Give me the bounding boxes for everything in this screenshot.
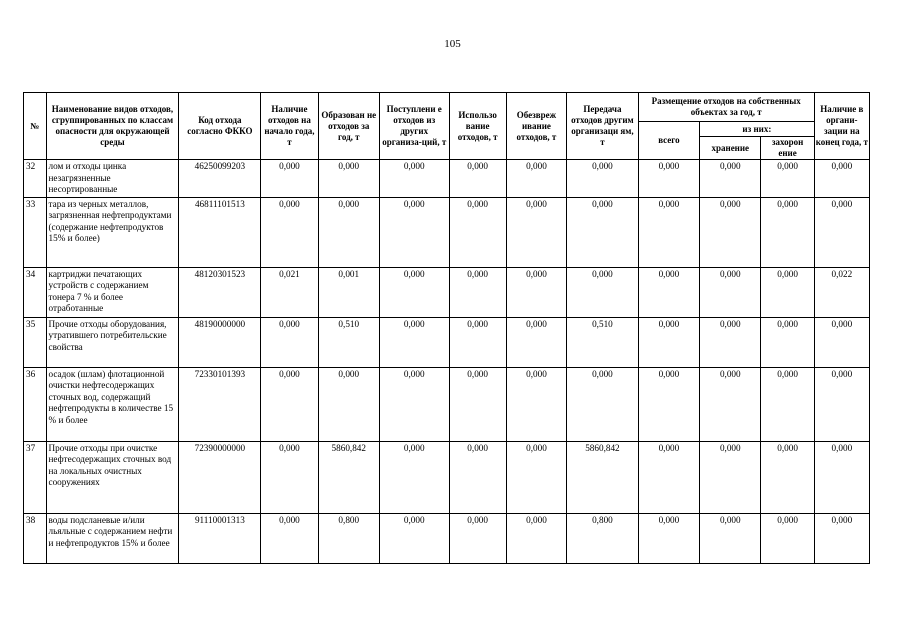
cell-neutralized: 0,000 [506, 367, 566, 441]
cell-formed: 0,510 [318, 317, 379, 367]
cell-name: Прочие отходы при очистке нефтесодержащих сточных вод на локальных очистных сооружениях [46, 441, 179, 513]
cell-n: 37 [24, 441, 47, 513]
cell-formed: 0,001 [318, 267, 379, 317]
header-num: № [24, 93, 47, 160]
cell-name: Прочие отходы оборудования, утратившего потребительские свойства [46, 317, 179, 367]
cell-formed: 5860,842 [318, 441, 379, 513]
cell-storage: 0,000 [700, 441, 761, 513]
cell-used: 0,000 [449, 197, 506, 267]
waste-table [23, 92, 870, 564]
cell-total: 0,000 [638, 197, 699, 267]
cell-neutralized: 0,000 [506, 197, 566, 267]
cell-start: 0,000 [261, 441, 318, 513]
cell-end: 0,000 [814, 160, 869, 198]
table-row [24, 513, 870, 563]
cell-received: 0,000 [379, 267, 449, 317]
cell-used: 0,000 [449, 267, 506, 317]
cell-name: лом и отходы цинка незагрязненные несортированные [46, 160, 179, 198]
cell-name: осадок (шлам) флотационной очистки нефтесодержащих сточных вод, содержащий нефтепродукты в количестве 15 % и более [46, 367, 179, 441]
table-row [24, 197, 870, 267]
table-row [24, 317, 870, 367]
cell-transferred: 0,000 [567, 160, 639, 198]
cell-storage: 0,000 [700, 197, 761, 267]
header-code: Код отхода согласно ФККО [179, 93, 261, 160]
cell-n: 33 [24, 197, 47, 267]
header-end: Наличие в органи-зации на конец года, т [814, 93, 869, 160]
cell-received: 0,000 [379, 441, 449, 513]
cell-storage: 0,000 [700, 317, 761, 367]
table-row [24, 160, 870, 198]
cell-burial: 0,000 [761, 513, 814, 563]
cell-neutralized: 0,000 [506, 267, 566, 317]
header-used: Использо вание отходов, т [449, 93, 506, 160]
cell-transferred: 0,000 [567, 367, 639, 441]
header-formed: Образован не отходов за год, т [318, 93, 379, 160]
cell-code: 72330101393 [179, 367, 261, 441]
cell-total: 0,000 [638, 267, 699, 317]
header-neutralized: Обезвреж ивание отходов, т [506, 93, 566, 160]
cell-transferred: 0,800 [567, 513, 639, 563]
cell-formed: 0,000 [318, 160, 379, 198]
cell-formed: 0,000 [318, 367, 379, 441]
cell-received: 0,000 [379, 160, 449, 198]
cell-code: 48190000000 [179, 317, 261, 367]
cell-burial: 0,000 [761, 367, 814, 441]
table-row [24, 367, 870, 441]
cell-end: 0,000 [814, 317, 869, 367]
cell-used: 0,000 [449, 367, 506, 441]
cell-start: 0,021 [261, 267, 318, 317]
cell-burial: 0,000 [761, 197, 814, 267]
cell-n: 35 [24, 317, 47, 367]
cell-burial: 0,000 [761, 160, 814, 198]
cell-start: 0,000 [261, 513, 318, 563]
header-storage: хранение [700, 137, 761, 160]
cell-total: 0,000 [638, 441, 699, 513]
cell-code: 46250099203 [179, 160, 261, 198]
table-row [24, 441, 870, 513]
header-of-them: из них: [700, 122, 815, 137]
cell-start: 0,000 [261, 317, 318, 367]
cell-burial: 0,000 [761, 317, 814, 367]
cell-end: 0,022 [814, 267, 869, 317]
header-burial: захорон ение [761, 137, 814, 160]
header-transferred: Передача отходов другим организаци ям, т [567, 93, 639, 160]
header-start: Наличие отходов на начало года, т [261, 93, 318, 160]
cell-total: 0,000 [638, 513, 699, 563]
cell-name: картриджи печатающих устройств с содержанием тонера 7 % и более отработанные [46, 267, 179, 317]
cell-received: 0,000 [379, 317, 449, 367]
cell-n: 34 [24, 267, 47, 317]
cell-transferred: 0,000 [567, 197, 639, 267]
cell-neutralized: 0,000 [506, 513, 566, 563]
cell-used: 0,000 [449, 160, 506, 198]
cell-total: 0,000 [638, 160, 699, 198]
cell-code: 46811101513 [179, 197, 261, 267]
cell-start: 0,000 [261, 160, 318, 198]
cell-used: 0,000 [449, 317, 506, 367]
cell-start: 0,000 [261, 367, 318, 441]
cell-total: 0,000 [638, 367, 699, 441]
header-name: Наименование видов отходов, сгруппированных по классам опасности для окружающей среды [46, 93, 179, 160]
cell-burial: 0,000 [761, 441, 814, 513]
cell-transferred: 0,000 [567, 267, 639, 317]
cell-storage: 0,000 [700, 367, 761, 441]
header-total: всего [638, 122, 699, 160]
cell-burial: 0,000 [761, 267, 814, 317]
cell-end: 0,000 [814, 513, 869, 563]
cell-code: 48120301523 [179, 267, 261, 317]
cell-code: 72390000000 [179, 441, 261, 513]
cell-name: тара из черных металлов, загрязненная нефтепродуктами (содержание нефтепродуктов 15% и более) [46, 197, 179, 267]
cell-neutralized: 0,000 [506, 317, 566, 367]
table-body [24, 160, 870, 564]
cell-end: 0,000 [814, 197, 869, 267]
cell-end: 0,000 [814, 367, 869, 441]
cell-end: 0,000 [814, 441, 869, 513]
cell-used: 0,000 [449, 441, 506, 513]
cell-received: 0,000 [379, 513, 449, 563]
cell-n: 36 [24, 367, 47, 441]
cell-received: 0,000 [379, 197, 449, 267]
cell-received: 0,000 [379, 367, 449, 441]
cell-total: 0,000 [638, 317, 699, 367]
cell-formed: 0,800 [318, 513, 379, 563]
cell-neutralized: 0,000 [506, 441, 566, 513]
cell-storage: 0,000 [700, 513, 761, 563]
cell-code: 91110001313 [179, 513, 261, 563]
cell-transferred: 5860,842 [567, 441, 639, 513]
page-number: 105 [444, 38, 461, 50]
cell-neutralized: 0,000 [506, 160, 566, 198]
cell-storage: 0,000 [700, 160, 761, 198]
header-received: Поступлени е отходов из других организа-ций, т [379, 93, 449, 160]
table-row [24, 267, 870, 317]
cell-n: 32 [24, 160, 47, 198]
header-placement: Размещение отходов на собственных объектах за год, т [638, 93, 814, 122]
cell-transferred: 0,510 [567, 317, 639, 367]
cell-used: 0,000 [449, 513, 506, 563]
cell-formed: 0,000 [318, 197, 379, 267]
cell-storage: 0,000 [700, 267, 761, 317]
cell-start: 0,000 [261, 197, 318, 267]
cell-name: воды подсланевые и/или льяльные с содержанием нефти и нефтепродуктов 15% и более [46, 513, 179, 563]
cell-n: 38 [24, 513, 47, 563]
